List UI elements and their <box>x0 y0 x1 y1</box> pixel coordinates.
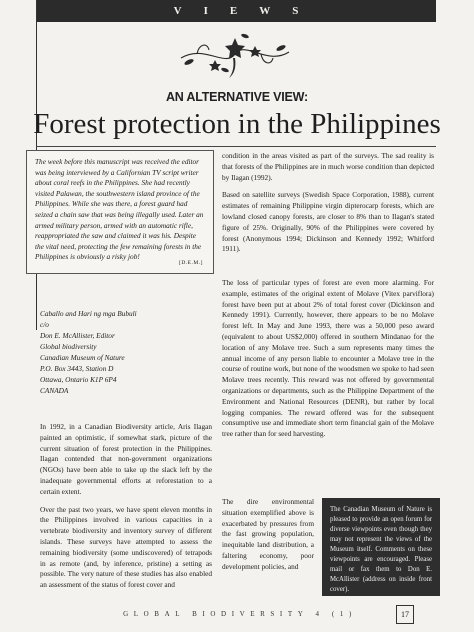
article-kicker: AN ALTERNATIVE VIEW: <box>165 90 309 104</box>
editor-intro-box <box>26 150 214 274</box>
floral-ornament-icon <box>175 24 295 84</box>
section-banner: VIEWS <box>36 0 436 22</box>
article-title: Forest protection in the Philippines <box>33 108 441 140</box>
address-line: Don E. McAllister, Editor <box>40 331 115 340</box>
editor-intro-text: The week before this manuscript was received the editor was being interviewed by a Californian TV script writer about coral reefs in the Philippines. She had recently visited Palawan, the southwestern island province of the Philippines. While she was there, a forest guard had seized a chain saw that was being illegally used. Later an armed military person, armed with an automatic rifle, reappropriated the saw and claimed it was his. Despite the vital need, protecting the few remaining forests in the Philippines is obviously a risky job! <box>35 157 204 262</box>
address-line: Global biodiversity <box>40 342 97 351</box>
address-line: Canadian Museum of Nature <box>40 353 125 362</box>
journal-footer: GLOBAL BIODIVERSITY 4 (1) <box>123 610 357 618</box>
museum-notice-box: The Canadian Museum of Nature is pleased to provide an open forum for diverse viewpoints even though they may not represent the views of the Museum itself. Comments on these viewpoints are encouraged. Please mail or fax them to Don E. McAllister (address on inside front cover). <box>322 498 440 596</box>
paragraph: Based on satellite surveys (Swedish Space Corporation, 1988), current estimates of remaining Philippine virgin dipterocarp forests, which are lowland closed canopy forests, are closer to 8% than to Ilagan's stated figure of 25%. Originally, 90% of the Philippines were covered by forest (Anonymous 1994; Dickinson and Kennedy 1992; Whitford 1911). <box>222 190 434 254</box>
address-line: Ottawa, Ontario K1P 6P4 <box>40 375 117 384</box>
right-column-top <box>222 151 434 262</box>
paragraph: condition in the areas visited as part of the surveys. The sad reality is that forests of the Philippines are in much worse condition than depicted by Ilagan (1992). <box>222 151 434 182</box>
paragraph: The loss of particular types of forest are even more alarming. For example, estimates of the original extent of Molave (Vitex parviflora) forest have been put at about 2% of total forest cover (Dickinson and Kennedy 1991). Currently, however, there appears to be no Molave forest left. In May and June 1993, there was a 50,000 peso award (equivalent to about US$2,000) offered in southern Mindanao for the location of any Molave tree. Such a sum represents many times the annual income of any person liable to encounter a Molave tree in the course of routine work, but none of the woodsmen we spoke to had seen Molave trees recently. This reward was not offered by governmental organizations or departments, such as the Philippine Department of the Environment and National Resources (DENR), but rather by local logging companies. The reward offered was for the subsequent consumptive use and immediate short term financial gain of the Molave tree rather than for seed harvesting. <box>222 278 434 439</box>
title-divider <box>36 146 436 147</box>
address-line: CANADA <box>40 386 69 395</box>
author-address <box>40 308 210 396</box>
address-line: Caballo and Hari ng mga Bubuli <box>40 309 137 318</box>
left-column <box>40 422 212 598</box>
paragraph: In 1992, in a Canadian Biodiversity article, Aris Ilagan painted an optimistic, if somewhat stark, picture of the current situation of forest protection in the Philippines. Ilagan contended that non-government organizations (NGOs) have been able to take up the slack left by the inadequate governmental efforts at reforestation to a certain extent. <box>40 422 212 496</box>
address-line: P.O. Box 3443, Station D <box>40 364 114 373</box>
address-line: c/o <box>40 320 49 329</box>
right-column-bottom <box>222 497 314 580</box>
right-column-middle <box>222 278 434 447</box>
editor-signature: [D.E.M.] <box>178 260 203 267</box>
paragraph: The dire environmental situation exemplified above is exacerbated by pressures from the fast growing population, inequitable land distribution, a faltering economy, poor development policies, and <box>222 497 314 571</box>
page-number: 17 <box>396 605 414 624</box>
paragraph: Over the past two years, we have spent eleven months in the Philippines involved in various capacities in a vertebrate biodiversity and inventory survey of different islands. These surveys have attempted to assess the remaining biodiversity (some undiscovered) of tetrapods in as remote (and, by inference, pristine) a setting as possible. The very nature of these studies has also enabled an assessment of the status of forest cover and <box>40 504 212 590</box>
